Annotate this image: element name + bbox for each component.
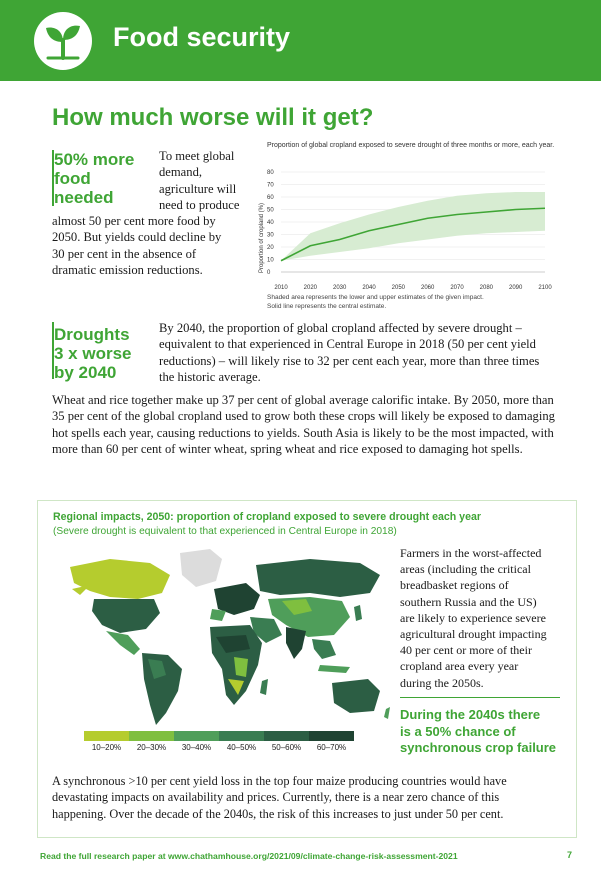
x-tick-label: 2040	[362, 285, 376, 291]
y-tick-label: 10	[267, 257, 274, 264]
map-usa	[92, 599, 160, 633]
map-madagascar	[260, 679, 268, 695]
text-line: reductions) – will likely rise to 32 per cent each year, more than three times	[159, 353, 540, 368]
text-line: 30 per cent in the absence of	[52, 246, 197, 261]
x-tick-label: 2060	[420, 285, 435, 291]
legend-label: 50–60%	[271, 743, 302, 752]
callout-line: synchronous crop failure	[400, 740, 557, 755]
text-line: the historic average.	[159, 370, 261, 385]
legend-swatch	[264, 731, 309, 741]
text-line: By 2040, the proportion of global cropland affected by severe drought –	[159, 321, 522, 335]
y-tick-label: 60	[267, 195, 274, 201]
legend-swatch	[84, 731, 129, 741]
farmers-paragraph	[400, 545, 560, 691]
y-tick-label: 70	[267, 182, 274, 189]
text-line: more than 60 per cent of winter wheat, spring wheat and rice exposed to damaging hot spells.	[52, 442, 523, 457]
drought-paragraph	[159, 320, 559, 386]
map-australia	[332, 679, 380, 713]
wheat-rice-paragraph	[52, 392, 572, 458]
regional-subtitle: (Severe drought is equivalent to that experienced in Central Europe in 2018)	[53, 526, 397, 537]
y-axis-label: Proportion of cropland (%)	[259, 202, 265, 274]
chart-title: Proportion of global cropland exposed to severe drought of three months or more, each year.	[267, 142, 555, 149]
y-tick-label: 80	[267, 170, 274, 176]
text-line: 35 per cent of the global cropland used to grow both these crops will likely be exposed to damaging	[52, 409, 555, 424]
map-east-africa	[234, 657, 248, 677]
estimate-band	[281, 192, 545, 261]
text-line: A synchronous >10 per cent yield loss in the top four maize producing countries would have	[52, 774, 507, 788]
x-tick-label: 2050	[391, 285, 406, 291]
y-tick-label: 50	[267, 207, 274, 214]
legend-label: 10–20%	[91, 743, 122, 752]
text-line: To meet global	[159, 149, 235, 163]
world-drought-map	[50, 545, 395, 730]
text-line: breadbasket regions of	[400, 578, 509, 593]
legend-label: 60–70%	[316, 743, 347, 752]
callout-line: Droughts	[54, 325, 130, 344]
footer-link[interactable]: Read the full research paper at www.chathamhouse.org/2021/09/climate-change-risk-assessment-2021	[40, 851, 458, 861]
text-line: happening. Over the decade of the 2040s, the risk of this increases to just under 50 per cent.	[52, 806, 504, 821]
callout-line: needed	[54, 188, 114, 207]
callout-line: food	[54, 169, 91, 188]
map-india	[286, 627, 306, 659]
legend-swatch	[219, 731, 264, 741]
callout-line: by 2040	[54, 363, 117, 382]
legend-label: 20–30%	[136, 743, 167, 752]
text-line: devastating impacts on availability and prices. Currently, there is a near zero chance of this	[52, 790, 500, 805]
drought-chart	[255, 150, 555, 300]
legend-swatch	[129, 731, 174, 741]
map-greenland	[180, 549, 222, 587]
map-russia	[256, 559, 380, 597]
crop-failure-callout	[400, 707, 565, 757]
text-line: Farmers in the worst-affected	[400, 546, 542, 560]
text-line: Wheat and rice together make up 37 per cent of global average calorific intake. By 2050, more than	[52, 393, 554, 407]
callout-line: is a 50% chance of	[400, 723, 516, 739]
y-tick-label: 40	[267, 220, 274, 226]
text-line: southern Russia and the US)	[400, 594, 537, 609]
legend-label: 30–40%	[181, 743, 212, 752]
chart-note: Solid line represents the central estimate.	[267, 303, 387, 310]
text-line: during the 2050s.	[400, 675, 484, 690]
map-china	[268, 597, 350, 637]
logo	[34, 12, 92, 70]
legend-label: 40–50%	[226, 743, 257, 752]
chart-note: Shaded area represents the lower and upper estimates of the given impact.	[267, 294, 484, 301]
callout-droughts	[54, 325, 132, 382]
text-line: equivalent to that experienced in Central Europe in 2018 (50 per cent yield	[159, 337, 536, 352]
text-line: agricultural drought impacting	[400, 627, 547, 642]
food-paragraph-bottom	[52, 213, 257, 279]
map-new-zealand	[384, 707, 390, 719]
text-line: hot spells each year, causing reductions to yields. South Asia is likely to be the most impacted, with	[52, 425, 554, 440]
map-canada	[70, 559, 170, 599]
text-line: need to produce	[159, 198, 240, 213]
map-mexico	[106, 631, 140, 655]
callout-line: 50% more	[54, 150, 135, 169]
y-tick-label: 30	[267, 232, 274, 239]
maize-paragraph	[52, 773, 567, 822]
text-line: demand,	[159, 165, 203, 180]
page-title: Food security	[113, 22, 291, 52]
food-paragraph-top	[159, 148, 259, 214]
x-tick-label: 2010	[274, 285, 288, 291]
map-se-asia	[312, 639, 336, 659]
callout-line: During the 2040s there	[400, 707, 541, 722]
map-europe	[214, 583, 260, 615]
regional-title: Regional impacts, 2050: proportion of cropland exposed to severe drought each year	[53, 511, 481, 523]
legend-swatch	[174, 731, 219, 741]
page-number: 7	[567, 850, 573, 860]
map-iberia	[210, 609, 226, 621]
section-heading: How much worse will it get?	[52, 104, 374, 131]
x-tick-label: 2070	[450, 285, 464, 291]
map-japan	[354, 605, 362, 621]
x-tick-label: 2080	[479, 285, 494, 291]
text-line: cropland area every year	[400, 659, 519, 674]
callout-food	[54, 150, 134, 207]
legend-swatch	[309, 731, 354, 741]
text-line: 40 per cent or more of their	[400, 643, 532, 658]
text-line: dramatic emission reductions.	[52, 263, 203, 278]
y-tick-label: 0	[267, 270, 271, 276]
text-line: agriculture will	[159, 181, 237, 196]
text-line: are likely to experience severe	[400, 610, 546, 625]
x-tick-label: 2100	[538, 285, 552, 291]
x-tick-label: 2030	[332, 285, 347, 291]
x-tick-label: 2090	[508, 285, 523, 291]
seedling-icon	[34, 12, 92, 70]
callout-line: 3 x worse	[54, 344, 132, 363]
y-tick-label: 20	[267, 245, 274, 251]
map-indonesia	[318, 665, 350, 673]
text-line: almost 50 per cent more food by	[52, 214, 216, 228]
divider	[400, 697, 560, 698]
text-line: areas (including the critical	[400, 562, 531, 577]
x-tick-label: 2020	[303, 285, 318, 291]
text-line: 2050. But yields could decline by	[52, 230, 222, 245]
